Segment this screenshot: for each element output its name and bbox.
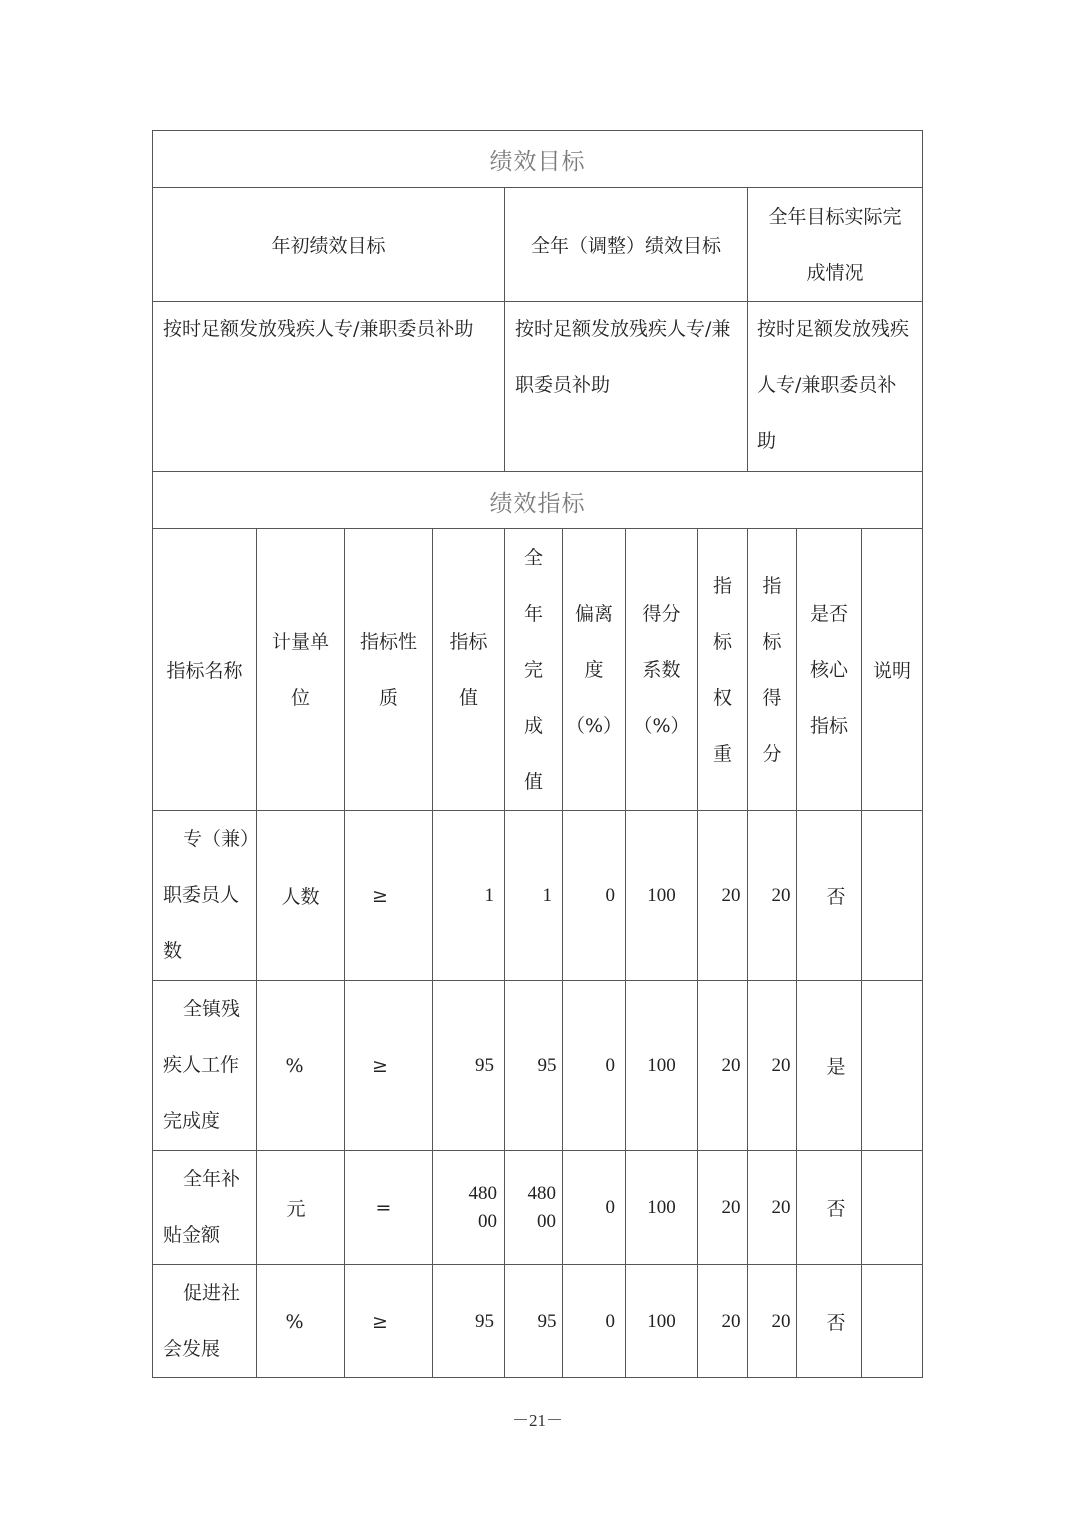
indicator-coefficient: 100 [647, 1196, 676, 1218]
indicator-nature: = [375, 1196, 392, 1219]
indicator-actual: 48000 [527, 1182, 556, 1232]
indicator-value: 48000 [468, 1182, 497, 1232]
indicator-weight: 20 [721, 1054, 741, 1076]
page-number: －21－ [512, 1411, 563, 1430]
indicator-core: 否 [826, 886, 846, 908]
indicator-note [862, 1265, 922, 1378]
indicator-name: 全年补贴金额 [163, 1168, 241, 1246]
goal-header-actual: 全年目标实际完成情况 [768, 205, 902, 284]
col-header-core: 是否核心指标 [809, 602, 848, 737]
indicator-coefficient: 100 [647, 1310, 676, 1332]
goal-adjusted-value: 按时足额发放残疾人专/兼职委员补助 [515, 318, 731, 396]
col-header-actual: 全年完成值 [523, 546, 543, 793]
indicator-core: 是 [826, 1056, 846, 1078]
indicator-note [862, 1151, 922, 1264]
indicator-actual: 95 [537, 1054, 557, 1076]
indicator-deviation: 0 [605, 1054, 615, 1076]
indicator-score: 20 [771, 1054, 791, 1076]
section-title-indicators: 绩效指标 [489, 491, 586, 517]
indicator-unit: 人数 [281, 886, 320, 908]
indicator-weight: 20 [721, 1196, 741, 1218]
table-rule [152, 471, 923, 472]
col-header-unit: 计量单位 [271, 630, 329, 709]
indicator-note [862, 811, 922, 980]
indicator-core: 否 [826, 1312, 846, 1334]
col-header-note: 说明 [872, 660, 911, 682]
indicator-nature: ≥ [372, 1310, 388, 1333]
indicator-deviation: 0 [605, 1196, 615, 1218]
goal-header-initial: 年初绩效目标 [271, 235, 386, 257]
indicator-note [862, 981, 922, 1150]
indicator-score: 20 [771, 884, 791, 906]
table-rule [747, 187, 748, 471]
indicator-name: 促进社会发展 [163, 1282, 241, 1360]
indicator-score: 20 [771, 1310, 791, 1332]
indicator-core: 否 [826, 1198, 846, 1220]
indicator-value: 1 [484, 884, 494, 906]
indicator-value: 95 [475, 1054, 494, 1076]
indicator-unit: % [285, 1310, 304, 1333]
indicator-coefficient: 100 [647, 1054, 676, 1076]
indicator-score: 20 [771, 1196, 791, 1218]
indicator-nature: ≥ [372, 1054, 388, 1077]
indicator-value: 95 [475, 1310, 494, 1332]
indicator-unit: 元 [286, 1198, 306, 1220]
col-header-coefficient: 得分系数（%） [633, 602, 690, 737]
col-header-nature: 指标性质 [359, 630, 417, 709]
col-header-value: 指标值 [449, 630, 488, 709]
indicator-deviation: 0 [605, 884, 615, 906]
indicator-unit: % [285, 1054, 304, 1077]
goal-actual-value: 按时足额发放残疾人专/兼职委员补助 [757, 318, 910, 452]
indicator-name: 全镇残疾人工作完成度 [163, 998, 241, 1132]
indicator-actual: 95 [537, 1310, 557, 1332]
indicator-coefficient: 100 [647, 884, 676, 906]
indicator-name: 专（兼）职委员人数 [163, 828, 250, 962]
section-title-goals: 绩效目标 [489, 149, 586, 175]
indicator-nature: ≥ [372, 884, 388, 907]
indicator-actual: 1 [542, 884, 552, 906]
goal-header-adjusted: 全年（调整）绩效目标 [530, 235, 721, 257]
col-header-deviation: 偏离度（%） [565, 602, 623, 737]
indicator-weight: 20 [721, 1310, 741, 1332]
goal-initial-value: 按时足额发放残疾人专/兼职委员补助 [163, 318, 474, 340]
col-header-weight: 指标权重 [712, 574, 732, 765]
col-header-score: 指标得分 [762, 574, 782, 765]
indicator-weight: 20 [721, 884, 741, 906]
indicator-deviation: 0 [605, 1310, 615, 1332]
col-header-name: 指标名称 [166, 660, 243, 682]
